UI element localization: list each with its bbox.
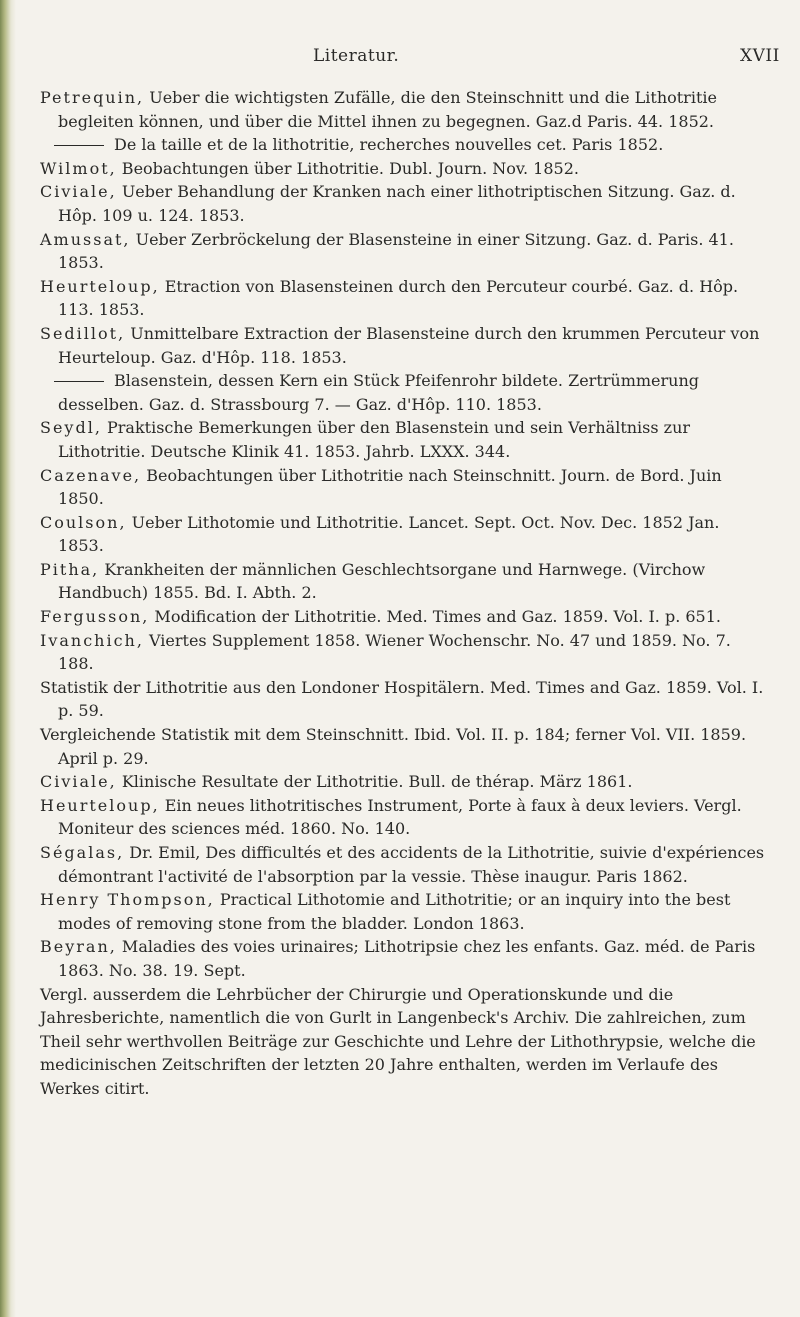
bibliography-entry xyxy=(40,676,768,723)
bibliography-list xyxy=(40,86,768,1101)
bibliography-entry xyxy=(40,416,768,463)
bibliography-entry xyxy=(40,770,768,794)
ditto-dash xyxy=(54,145,104,146)
entry-text: Krankheiten der männlichen Geschlechtsorgane und Harnwege. (Virchow Handbuch) 1855. Bd. I. Abth. 2. xyxy=(58,559,706,603)
entry-author: Amussat, xyxy=(40,229,131,249)
entry-text: Practical Lithotomie and Lithotritie; or an inquiry into the best modes of removing stone from the bladder. London 1863. xyxy=(58,890,731,933)
entry-author: Pitha, xyxy=(40,559,100,579)
entry-text: Dr. Emil, Des difficultés et des accidents de la Lithotritie, suivie d'expériences démontrant l'activité de l'absorption par la vessie. Thèse inaugur. Paris 1862. xyxy=(58,843,765,886)
bibliography-entry xyxy=(40,275,768,322)
bibliography-entry xyxy=(40,841,768,888)
entry-author: Coulson, xyxy=(40,512,127,532)
entry-text: Beobachtungen über Lithotritie. Dubl. Journ. Nov. 1852. xyxy=(116,158,579,178)
bibliography-entry xyxy=(40,228,768,275)
entry-text: Etraction von Blasensteinen durch den Percuteur courbé. Gaz. d. Hôp. 113. 1853. xyxy=(58,276,739,320)
bibliography-entry xyxy=(40,464,768,511)
bibliography-entry xyxy=(40,86,768,133)
bibliography-entry xyxy=(40,888,768,935)
entry-text: Statistik der Lithotritie aus den Londoner Hospitälern. Med. Times and Gaz. 1859. Vol. I. p. 59. xyxy=(40,677,764,721)
entry-text: Maladies des voies urinaires; Lithotripsie chez les enfants. Gaz. méd. de Paris 1863. No. 38. 19. Sept. xyxy=(58,937,756,980)
entry-text: Blasenstein, dessen Kern ein Stück Pfeifenrohr bildete. Zertrümmerung desselben. Gaz. d. Strassbourg 7. — Gaz. d'Hôp. 110. 1853. xyxy=(58,371,700,414)
closing-note: Vergl. ausserdem die Lehrbücher der Chirurgie und Operationskunde und die Jahresberichte, namentlich die von Gurlt in Langenbeck's Archiv. Die zahlreichen, zum Theil sehr werthvollen Beiträge zur Geschichte und Lehre der Lithothrypsie, welche die medicinischen Zeitschriften der letzten 20 Jahre enthalten, werden im Verlaufe des Werkes citirt. xyxy=(40,984,756,1098)
entry-author: Beyran, xyxy=(40,937,117,957)
entry-author: Seydl, xyxy=(40,418,102,438)
entry-author: Civiale, xyxy=(40,772,117,792)
entry-author: Ségalas, xyxy=(40,843,125,862)
entry-author: Civiale, xyxy=(40,182,117,202)
entry-author: Henry Thompson, xyxy=(40,890,215,910)
bibliography-entry xyxy=(40,629,768,676)
entry-author: Heurteloup, xyxy=(40,276,160,296)
entry-author: Sedillot, xyxy=(40,323,126,343)
bibliography-entry xyxy=(40,605,768,629)
entry-text: Ueber Zerbröckelung der Blasensteine in einer Sitzung. Gaz. d. Paris. 41. 1853. xyxy=(58,229,734,273)
entry-author: Ivanchich, xyxy=(40,630,144,650)
page-number: XVII xyxy=(740,46,780,66)
entry-author: Fergusson, xyxy=(40,607,150,627)
entry-text: Ueber Behandlung der Kranken nach einer lithotriptischen Sitzung. Gaz. d. Hôp. 109 u. 124. 1853. xyxy=(58,182,736,225)
bibliography-entry xyxy=(40,157,768,181)
entry-author: Cazenave, xyxy=(40,465,142,485)
entry-text: Klinische Resultate der Lithotritie. Bull. de thérap. März 1861. xyxy=(116,772,633,792)
bibliography-entry xyxy=(40,133,768,157)
bibliography-entry xyxy=(40,322,768,369)
entry-text: Beobachtungen über Lithotritie nach Steinschnitt. Journ. de Bord. Juin 1850. xyxy=(58,465,722,509)
entry-text: Viertes Supplement 1858. Wiener Wochenschr. No. 47 und 1859. No. 7. 188. xyxy=(58,630,731,674)
bibliography-entry xyxy=(40,794,768,841)
page-spine-edge xyxy=(0,0,16,1317)
entry-text: Modification der Lithotritie. Med. Times and Gaz. 1859. Vol. I. p. 651. xyxy=(149,607,721,627)
entry-text: Vergleichende Statistik mit dem Steinschnitt. Ibid. Vol. II. p. 184; ferner Vol. VII. 1859. April p. 29. xyxy=(40,725,747,768)
entry-author: Petrequin, xyxy=(40,88,145,107)
bibliography-entry xyxy=(40,723,768,770)
entry-text: Ein neues lithotritisches Instrument, Porte à faux à deux leviers. Vergl. Moniteur des sciences méd. 1860. No. 140. xyxy=(58,795,742,839)
running-title: Literatur. xyxy=(313,46,400,66)
entry-author: Heurteloup, xyxy=(40,795,160,815)
bibliography-entry xyxy=(40,935,768,982)
entry-text: Ueber Lithotomie und Lithotritie. Lancet. Sept. Oct. Nov. Dec. 1852 Jan. 1853. xyxy=(58,512,720,556)
ditto-dash xyxy=(54,381,104,382)
entry-author: Wilmot, xyxy=(40,158,117,178)
bibliography-entry xyxy=(40,180,768,227)
bibliography-entry xyxy=(40,511,768,558)
bibliography-entry xyxy=(40,369,768,416)
entry-text: Praktische Bemerkungen über den Blasenstein und sein Verhältniss zur Lithotritie. Deutsche Klinik 41. 1853. Jahrb. LXXX. 344. xyxy=(58,418,691,461)
entry-text: Unmittelbare Extraction der Blasensteine durch den krummen Percuteur von Heurteloup. Gaz. d'Hôp. 118. 1853. xyxy=(58,323,760,367)
bibliography-entry xyxy=(40,558,768,605)
entry-text: Ueber die wichtigsten Zufälle, die den Steinschnitt und die Lithotritie begleiten können, und über die Mittel ihnen zu begegnen. Gaz.d Paris. 44. 1852. xyxy=(58,88,717,131)
running-head xyxy=(0,46,800,70)
entry-text: De la taille et de la lithotritie, recherches nouvelles cet. Paris 1852. xyxy=(114,135,664,155)
